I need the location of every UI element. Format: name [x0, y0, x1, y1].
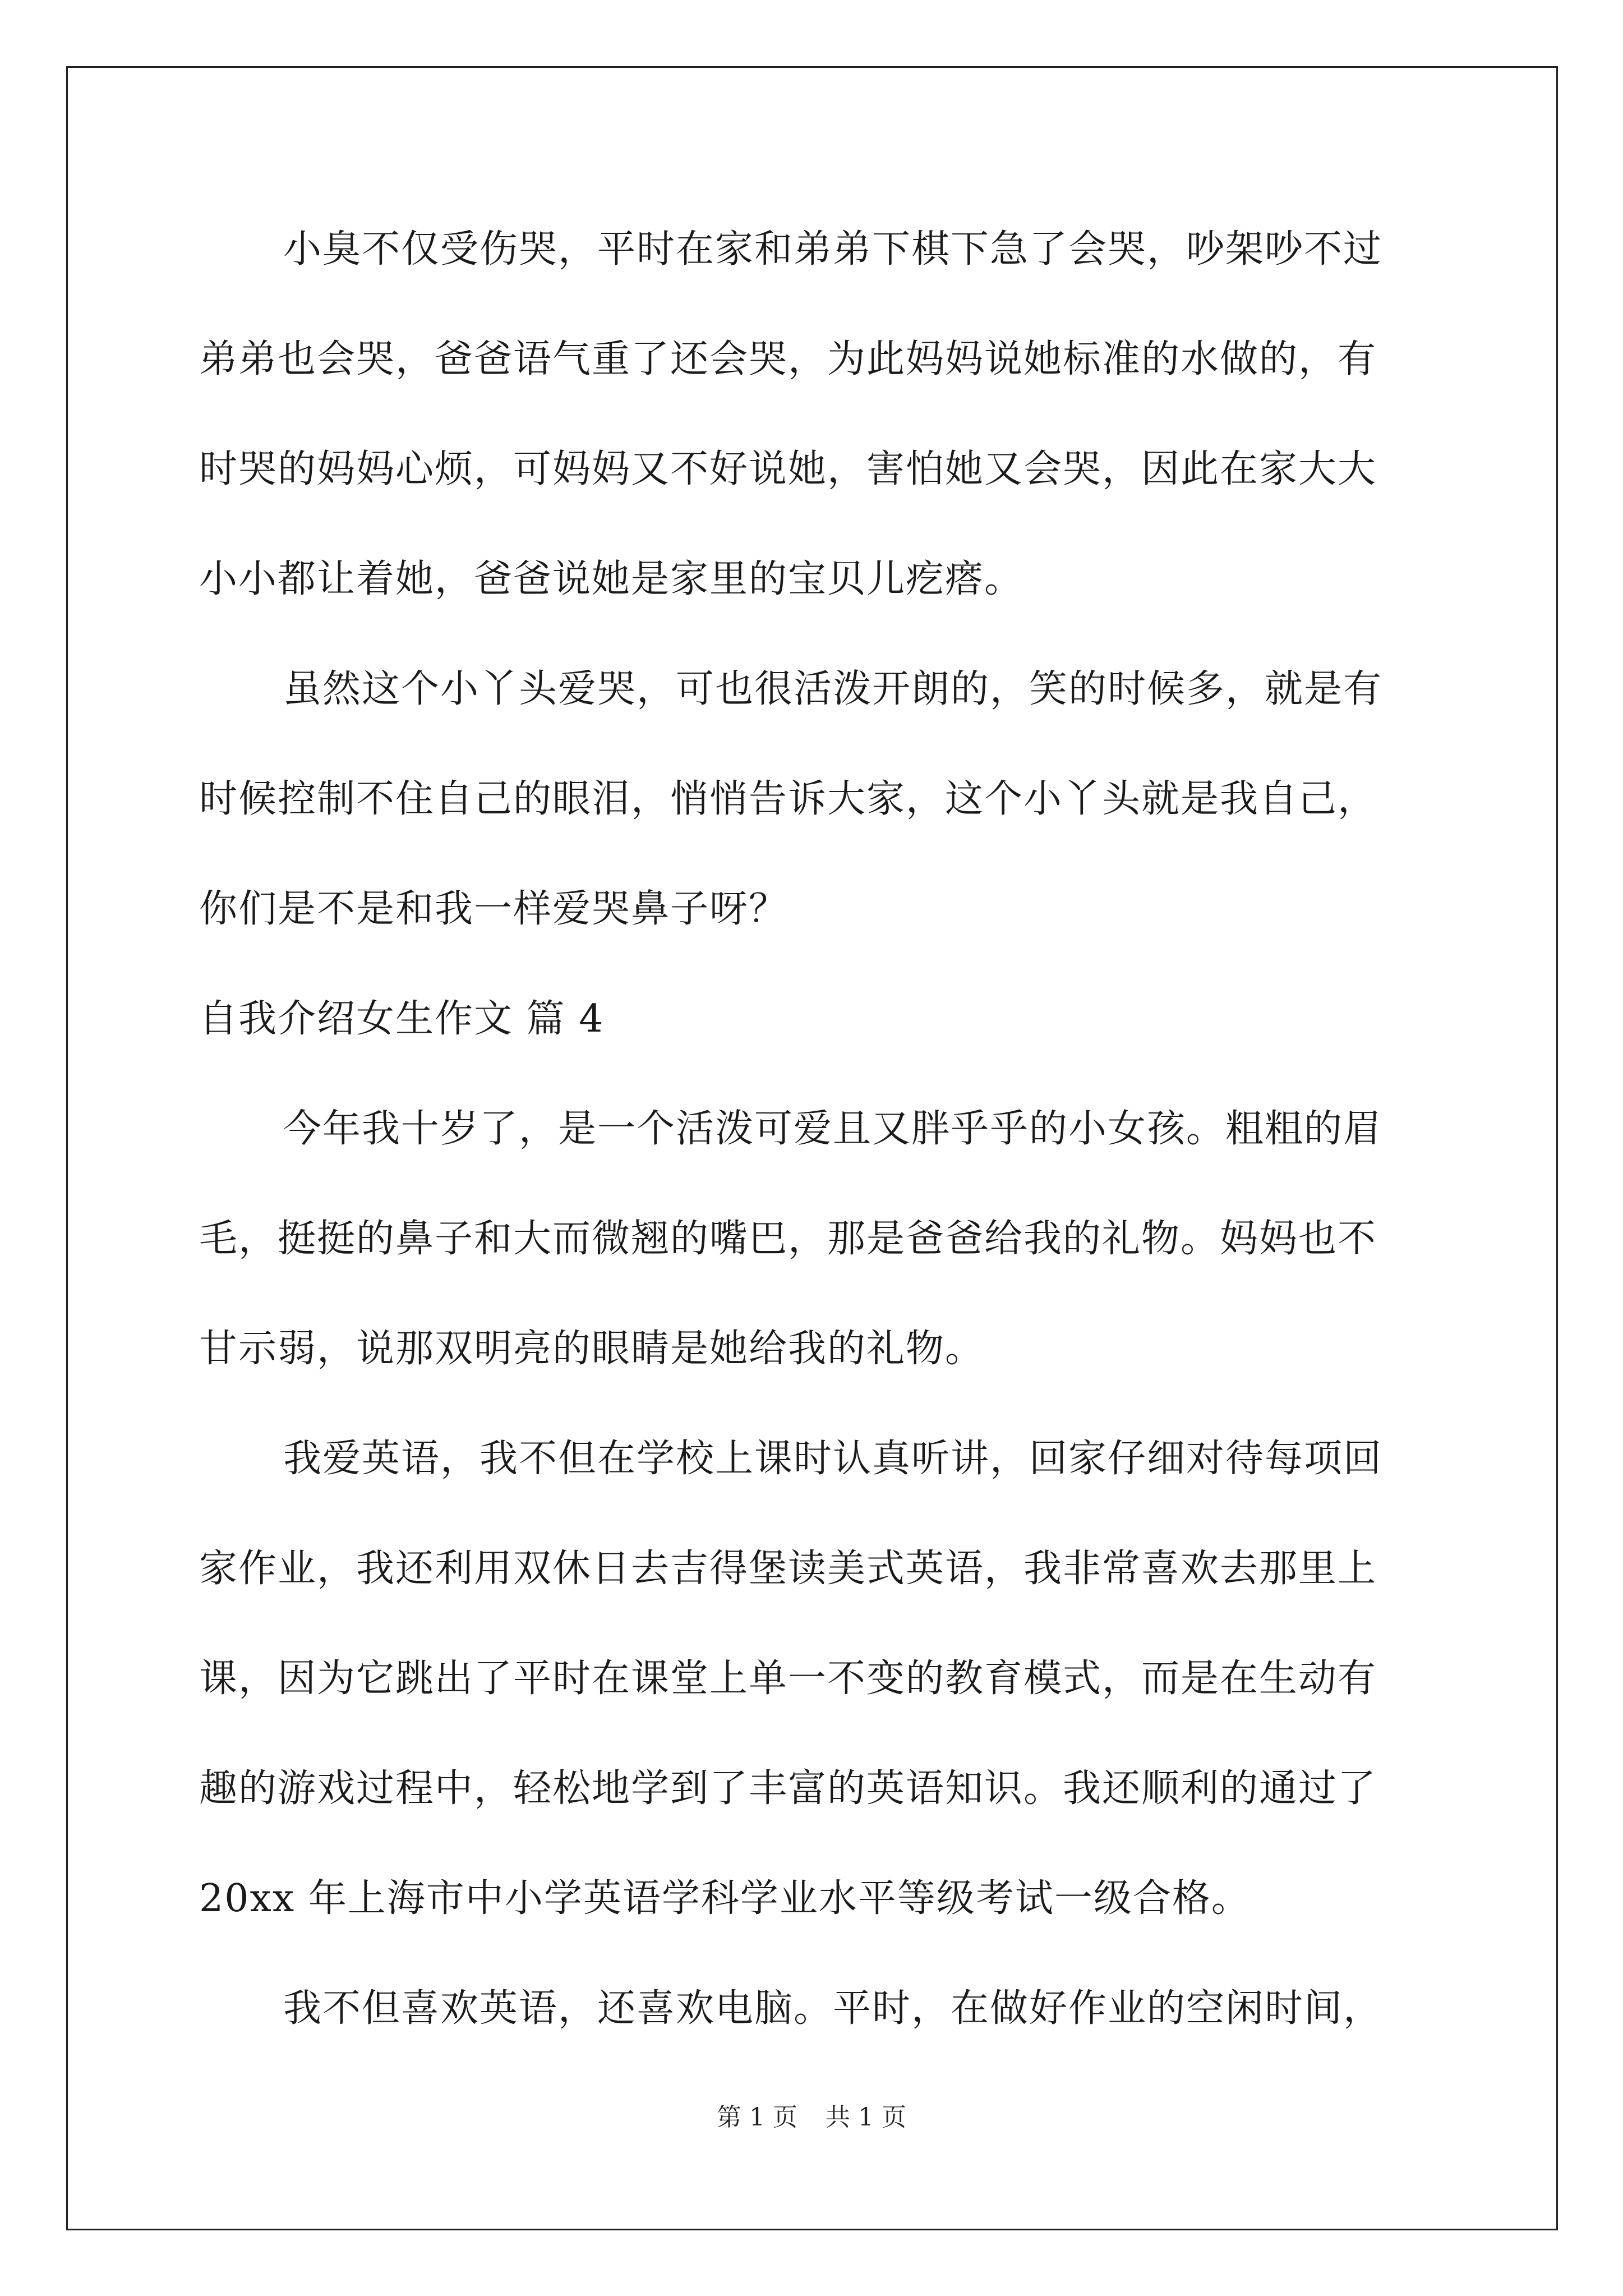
- page-total: 共 1 页: [826, 2103, 906, 2132]
- paragraph-line: 20xx 年上海市中小学英语学科学业水平等级考试一级合格。: [199, 1876, 1251, 1921]
- paragraph-line: 我不但喜欢英语，还喜欢电脑。平时，在做好作业的空闲时间，: [283, 1986, 1383, 2031]
- paragraph-line: 时哭的妈妈心烦，可妈妈又不好说她，害怕她又会哭，因此在家大大: [199, 447, 1377, 491]
- page-number: 第 1 页: [717, 2103, 797, 2132]
- paragraph-line: 我爱英语，我不但在学校上课时认真听讲，回家仔细对待每项回: [283, 1437, 1383, 1481]
- paragraph-line: 小小都让着她，爸爸说她是家里的宝贝儿疙瘩。: [199, 557, 1024, 601]
- page-footer: [0, 2101, 1623, 2134]
- document-body: [199, 216, 1422, 2085]
- paragraph-line: 虽然这个小丫头爱哭，可也很活泼开朗的，笑的时候多，就是有: [283, 667, 1383, 711]
- paragraph-line: 毛，挺挺的鼻子和大而微翘的嘴巴，那是爸爸给我的礼物。妈妈也不: [199, 1217, 1377, 1261]
- paragraph-line: 甘示弱，说那双明亮的眼睛是她给我的礼物。: [199, 1327, 985, 1371]
- paragraph-line: 你们是不是和我一样爱哭鼻子呀？: [199, 887, 789, 931]
- paragraph-line: 趣的游戏过程中，轻松地学到了丰富的英语知识。我还顺利的通过了: [199, 1766, 1377, 1811]
- paragraph-line: 时候控制不住自己的眼泪，悄悄告诉大家，这个小丫头就是我自己，: [199, 777, 1377, 821]
- paragraph-line: 课，因为它跳出了平时在课堂上单一不变的教育模式，而是在生动有: [199, 1657, 1377, 1701]
- section-heading: 自我介绍女生作文 篇 4: [199, 997, 605, 1041]
- paragraph-line: 家作业，我还利用双休日去吉得堡读美式英语，我非常喜欢去那里上: [199, 1547, 1377, 1591]
- paragraph-line: 小臭不仅受伤哭，平时在家和弟弟下棋下急了会哭，吵架吵不过: [283, 227, 1383, 272]
- paragraph-line: 弟弟也会哭，爸爸语气重了还会哭，为此妈妈说她标准的水做的，有: [199, 337, 1377, 381]
- paragraph-line: 今年我十岁了，是一个活泼可爱且又胖乎乎的小女孩。粗粗的眉: [283, 1107, 1383, 1151]
